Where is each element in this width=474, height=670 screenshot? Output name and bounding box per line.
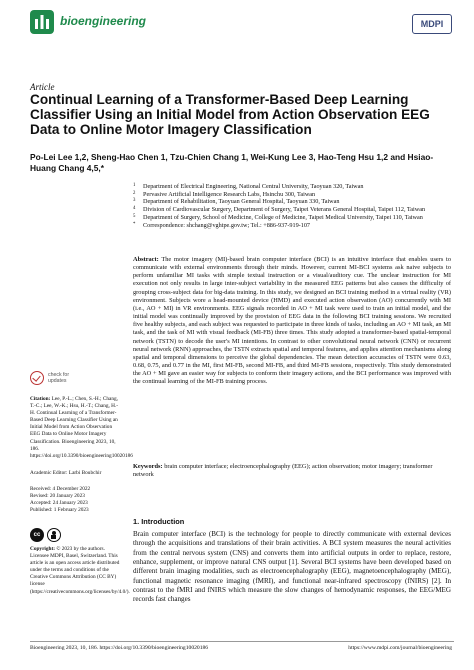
footer-citation[interactable]: Bioengineering 2023, 10, 186. https://doi.org/10.3390/bioengineering10020186 [30, 645, 209, 651]
dates [30, 486, 120, 514]
citation: Citation: Lee, P.-L.; Chen, S.-H.; Chang, T.-C.; Lee, W.-K.; Hsu, H.-T.; Chang, H.-H. Continual Learning of a Transformer-Based Deep Learning Classifier Using an Initial Model from Action Observation EEG Data to Online Motor Imagery Classification. Bioengineering 2023, 10, 186. https://doi.org/10.3390/bioengineering10020186 [30, 396, 133, 459]
affiliation-item: 1 Department of Electrical Engineering, National Central University, Taoyuan 320, Taiwan [133, 183, 364, 190]
keywords-text: brain computer interface; electroencephalography (EEG); action observation; motor imagery; transformer network [133, 463, 433, 479]
journal-logo-icon [30, 10, 54, 34]
published-date: Published: 1 February 2023 [30, 507, 89, 514]
section-heading: 1. Introduction [133, 517, 185, 526]
affiliation-item: 5 Department of Surgery, School of Medicine, College of Medicine, Taipei Medical University, Taipei 110, Taiwan [133, 213, 423, 221]
journal-name[interactable]: bioengineering [60, 14, 147, 28]
revised-date: Revised: 20 January 2023 [30, 493, 85, 500]
keywords-label: Keywords: [133, 463, 163, 470]
affiliation-item: 3 Department of Rehabilitation, Taoyuan General Hospital, Taoyuan 330, Taiwan [133, 198, 340, 206]
abstract [133, 256, 451, 387]
cc-by-license-icon[interactable] [30, 528, 68, 542]
paper-title: Continual Learning of a Transformer-Based Deep Learning Classifier Using an Initial Model from Action Observation EEG Data to Online Motor Imagery Classification [30, 92, 430, 138]
copyright: Copyright: © 2023 by the authors. Licensee MDPI, Basel, Switzerland. This article is an open access article distributed under the terms and conditions of the Creative Commons Attribution (CC BY) license (https://creativecommons.org/licenses/by/4.0/). [30, 546, 130, 595]
affiliations [133, 183, 453, 229]
by-icon [47, 528, 61, 542]
affiliation-item: 2 Pervasive Artificial Intelligence Research Labs, Hsinchu 300, Taiwan [133, 190, 316, 198]
publisher-logo[interactable]: MDPI [412, 14, 452, 34]
abstract-label: Abstract: [133, 256, 159, 263]
citation-text[interactable]: Lee, P.-L.; Chen, S.-H.; Chang, T.-C.; Lee, W.-K.; Hsu, H.-T.; Chang, H.-H. Continual Learning of a Transformer-Based Deep Learning Classifier Using an Initial Model from Action Observation EEG Data to Online Motor Imagery Classification. Bioengineering 2023, 10, 186. https://doi.org/10.3390/bioengineering10020186 [30, 396, 133, 459]
author-list: Po-Lei Lee 1,2, Sheng-Hao Chen 1, Tzu-Chien Chang 1, Wei-Kung Lee 3, Hao-Teng Hsu 1,2 and Hsiao-Huang Chang 4,5,* [30, 152, 434, 173]
check-updates-label: check for updates [48, 372, 70, 384]
keywords [133, 463, 451, 479]
accepted-date: Accepted: 24 January 2023 [30, 500, 88, 507]
article-type: Article [30, 82, 55, 92]
cc-icon: cc [30, 528, 44, 542]
affiliation-item: 4 Division of Cardiovascular Surgery, Department of Surgery, Taipei Veterans General Hospital, Taipei 112, Taiwan [133, 206, 426, 214]
received-date: Received: 4 December 2022 [30, 486, 91, 492]
check-for-updates-badge[interactable] [30, 371, 85, 387]
copyright-text: © 2023 by the authors. Licensee MDPI, Basel, Switzerland. This article is an open access article distributed under the terms and conditions of the Creative Commons Attribution (CC BY) license (https://creativecommons.org/licenses/by/4.0/). [30, 546, 130, 595]
correspondence[interactable]: * Correspondence: shchang@vghtpe.gov.tw; Tel.: +886-937-919-107 [133, 221, 311, 229]
footer-divider [30, 641, 454, 642]
introduction-text: Brain computer interface (BCI) is the technology for people to directly communicate with external devices through the acquisitions and translations of their brain activities. A BCI system measures the neural activities from the central nervous system (CNS) and converts them into artificial outputs in order to replace, restore, enhance, supplement, or improve natural CNS output [1]. Several BCI systems have been developed based on different brain imaging modalities, such as electroencephalography (EEG), magnetoencephalography (MEG), functional magnetic resonance imaging (fMRI), and functional near-infrared spectroscopy (fNIRS) [2]. In contrast to the fMRI and fNIRS which measure the slow changes of hemodynamic responses, the EEG/MEG records fast changes [133, 530, 451, 604]
check-icon [30, 371, 44, 385]
footer-journal-link[interactable]: https://www.mdpi.com/journal/bioengineering [348, 645, 452, 651]
abstract-text: The motor imagery (MI)-based brain computer interface (BCI) is an intuitive interface that enables users to communicate with external environments through their minds. However, current MI-BCI systems ask naive subjects to perform unfamiliar MI tasks with simple textual instruction or a visual/auditory cue. The unclear instruction for MI execution not only results in large inter-subject variability in the measured EEG patterns but also causes the difficulty of grouping cross-subject data for big-data training. In this study, we designed an BCI training method in a virtual reality (VR) environment. Subjects wore a head-mounted device (HMD) and executed action observation (AO) concurrently with MI (i.e., AO + MI) in VR environments. EEG signals recorded in AO + MI task were used to train an initial model, and the initial model was continually improved by the provision of EEG data in the following BCI training sessions. We recruited five healthy subjects, and each subject was requested to participate in three kinds of tasks, including an AO + MI task, an MI task, and the task of MI with visual feedback (MI-FB) three times. This study adopted a transformer-based spatial-temporal network (TSTN) to decode the user's MI intentions. In contrast to other convolutional neural network (CNN) or recurrent neural network (RNN) approaches, the TSTN extracts spatial and temporal features, and applies attention mechanisms along spatial and temporal dimensions to perceive the global dependencies. The mean detection accuracies of TSTN were 0.63, 0.68, 0.75, and 0.77 in the MI, first MI-FB, second MI-FB, and third MI-FB sessions, respectively. This study demonstrated the AO + MI gave an easier way for subjects to conform their imagery actions, and the BCI performance was improved with the continual learning of the MI-FB training process. [133, 256, 451, 386]
academic-editor: Academic Editor: Larbi Boubchir [30, 470, 102, 476]
